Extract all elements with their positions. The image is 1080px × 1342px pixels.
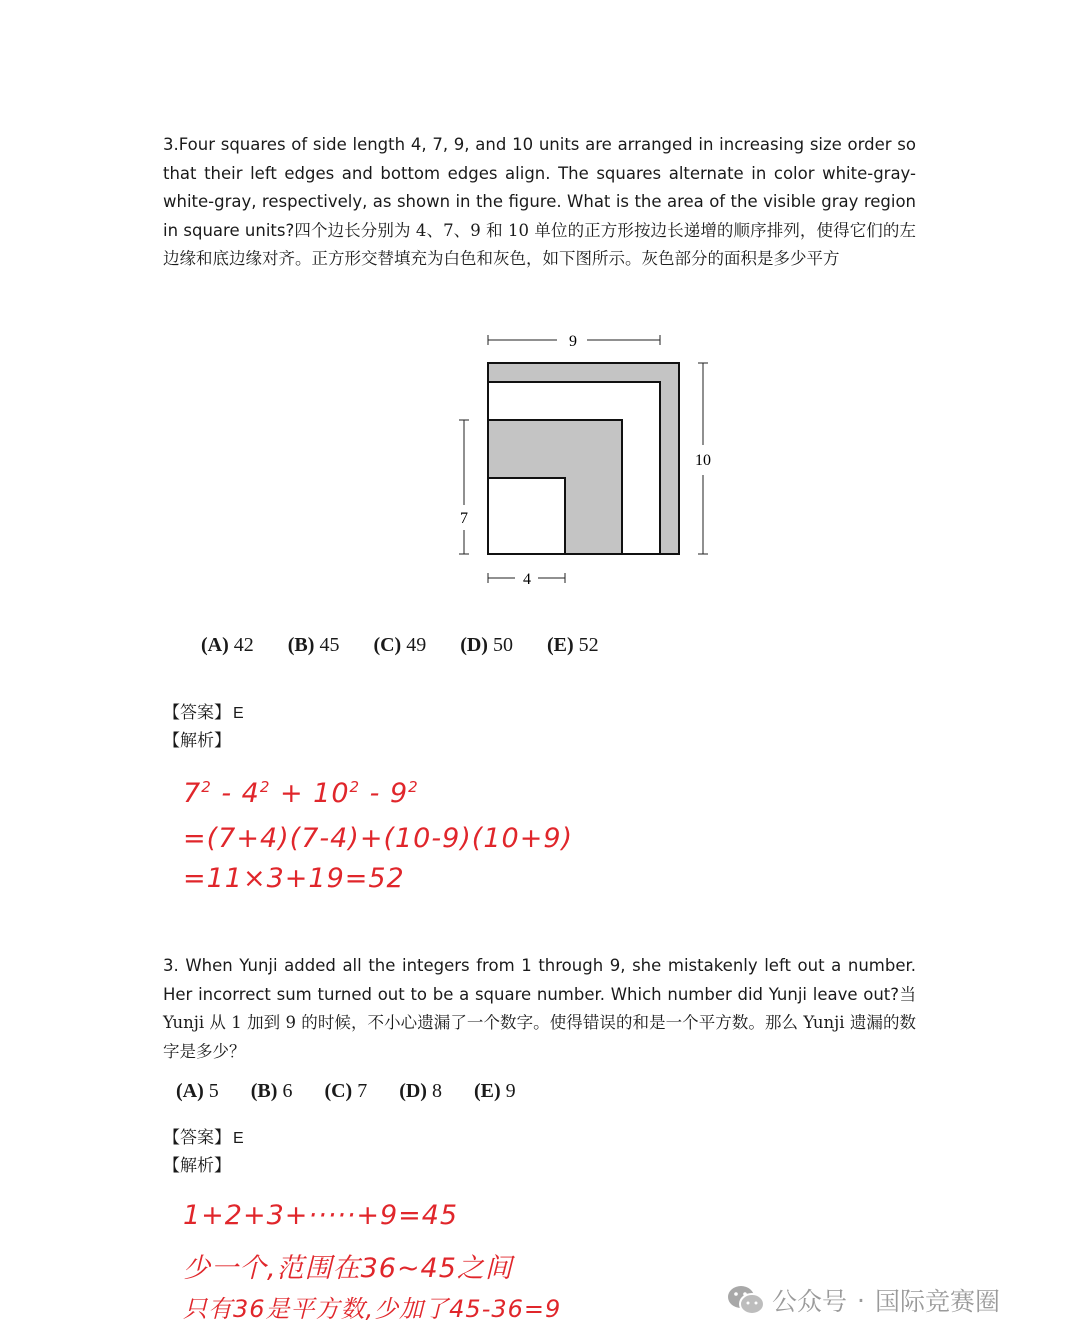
label-right: 10 [695, 452, 711, 469]
problem-2-choices [176, 1080, 548, 1103]
square-4-white [488, 478, 565, 554]
choice-c: (C) 7 [324, 1080, 368, 1102]
problem-1-choices [201, 634, 633, 657]
problem-1-chinese: 四个边长分别为 4、7、9 和 10 单位的正方形按边长递增的顺序排列，使得它们的左边缘和底边缘对齐。正方形交替填充为白色和灰色，如下图所示。灰色部分的面积是多少平方 [163, 220, 916, 268]
wechat-icon [726, 1283, 766, 1317]
problem-1-answer: 【答案】 E [163, 703, 244, 723]
label-bottom: 4 [523, 571, 531, 588]
choice-c: (C) 49 [373, 634, 427, 656]
watermark [726, 1282, 1000, 1318]
label-top: 9 [569, 333, 577, 350]
problem-1-analysis-label: 【解析】 [163, 731, 231, 751]
problem-2-work-line-3: 只有36是平方数,少加了45-36=9 [183, 1295, 562, 1323]
problem-1-text [163, 131, 916, 274]
problem-2-text [163, 952, 916, 1066]
watermark-separator: · [857, 1285, 865, 1315]
choice-e: (E) 52 [546, 634, 599, 656]
choice-d: (D) 8 [399, 1080, 442, 1102]
problem-1-work-line-3: =11×3+19=52 [183, 863, 405, 894]
problem-2-work-line-2: 少一个,范围在36~45之间 [183, 1253, 513, 1284]
problem-2-work-line-1: 1+2+3+·····+9=45 [183, 1200, 459, 1231]
problem-2-chinese: 当 Yunji 从 1 加到 9 的时候，不小心遗漏了一个数字。使得错误的和是一个平方数。那么 Yunji 遗漏的数字是多少？ [163, 984, 916, 1061]
problem-2-english: 3. When Yunji added all the integers from 1 through 9, she mistakenly left out a number. Her incorrect sum turned out to be a square number. Which number did Yunji leave out? [163, 956, 916, 1004]
choice-d: (D) 50 [460, 634, 513, 656]
choice-b: (B) 6 [250, 1080, 293, 1102]
choice-a: (A) 42 [201, 634, 254, 656]
watermark-brand: 公众号 [772, 1287, 848, 1316]
problem-2-analysis-label: 【解析】 [163, 1156, 231, 1176]
squares-figure [450, 325, 730, 595]
problem-2-answer: 【答案】 E [163, 1128, 244, 1148]
dimension-left [459, 420, 469, 554]
problem-1-work-line-1: $7^2 - 4^2 + 10^2 - 9^2$ [183, 778, 419, 809]
label-left: 7 [460, 510, 468, 527]
problem-1-english: 3.Four squares of side length 4, 7, 9, and 10 units are arranged in increasing size order so that their left edges and bottom edges align. The squares alternate in color white-gray-white-gray, respectively, as shown in the figure. What is the area of the visible gray region in square units? [163, 135, 916, 240]
choice-b: (B) 45 [287, 634, 340, 656]
problem-1-work-line-2: =(7+4)(7-4)+(10-9)(10+9) [183, 823, 574, 854]
watermark-account: 国际竞赛圈 [874, 1287, 1000, 1316]
choice-a: (A) 5 [176, 1080, 219, 1102]
choice-e: (E) 9 [473, 1080, 516, 1102]
